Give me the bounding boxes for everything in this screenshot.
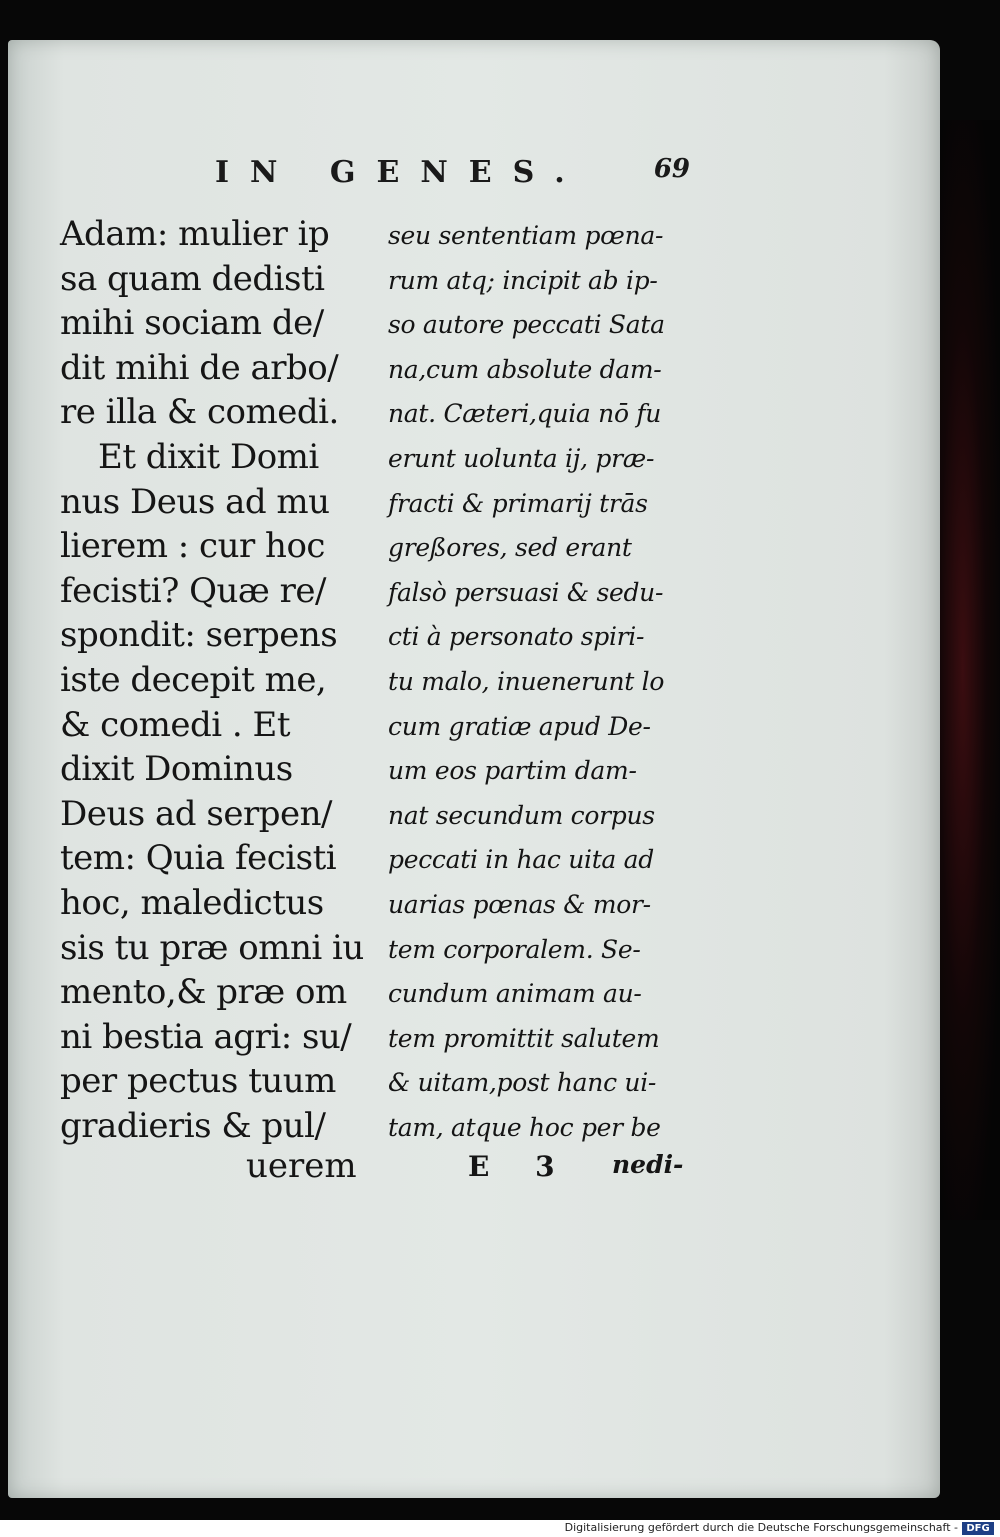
commentary-line: falsò persuasi & sedu- [388, 577, 664, 607]
credit-text: Digitalisierung gefördert durch die Deutsche Forschungsgemeinschaft - [564, 1521, 958, 1534]
text-line: Adam: mulier ip [60, 214, 330, 254]
text-line: lierem : cur hoc [60, 526, 325, 567]
text-line: Et dixit Domi [98, 436, 319, 477]
commentary-line: tem promittit salutem [388, 1023, 660, 1053]
signature-mark: E 3 [468, 1150, 573, 1183]
commentary-line: tu malo, inuenerunt lo [388, 666, 665, 696]
text-line: ni bestia agri: su/ [60, 1016, 352, 1057]
text-line: & comedi . Et [60, 704, 290, 745]
text-line: hoc, maledictus [60, 882, 324, 923]
commentary-line: fracti & primarij trās [388, 488, 648, 518]
page-header [215, 150, 690, 194]
commentary-line: nat secundum corpus [388, 800, 655, 830]
text-line: sis tu præ omni iu [60, 927, 364, 968]
catchword-left: uerem [246, 1146, 357, 1186]
text-line: per pectus tuum [60, 1061, 336, 1102]
left-text-column [60, 212, 364, 1148]
commentary-line: seu sententiam pœna- [388, 221, 664, 250]
commentary-line: so autore peccati Sata [388, 310, 665, 340]
commentary-line: cum gratiæ apud De- [388, 711, 651, 741]
commentary-line: um eos partim dam- [388, 756, 637, 786]
text-line: iste decepit me, [60, 659, 327, 700]
text-line: nus Deus ad mu [60, 481, 330, 522]
commentary-line: tam, atque hoc per be [388, 1112, 661, 1142]
commentary-line: uarias pœnas & mor- [388, 889, 651, 919]
text-line: spondit: serpens [60, 615, 338, 656]
adjacent-page-shadow [938, 120, 1000, 1220]
text-line: re illa & comedi. [60, 392, 339, 433]
catchword-right: nedi- [612, 1150, 684, 1179]
text-line: fecisti? Quæ re/ [60, 570, 327, 611]
commentary-line: & uitam,post hanc ui- [388, 1068, 657, 1098]
text-line: gradieris & pul/ [60, 1105, 326, 1146]
commentary-line: cundum animam au- [388, 979, 642, 1009]
text-line: mihi sociam de/ [60, 303, 324, 344]
page-number: 69 [653, 154, 690, 184]
commentary-line: tem corporalem. Se- [388, 934, 641, 964]
text-line: dixit Dominus [60, 749, 293, 790]
commentary-line: na,cum absolute dam- [388, 354, 662, 384]
commentary-line: rum atq; incipit ab ip- [388, 265, 658, 295]
commentary-line: peccati in hac uita ad [388, 845, 654, 875]
commentary-line: erunt uolunta ij, præ- [388, 443, 655, 473]
running-head: IN GENES. [215, 154, 586, 190]
commentary-line: nat. Cæteri,quia nō fu [388, 399, 662, 429]
text-line: mento,& præ om [60, 972, 347, 1013]
text-line: Deus ad serpen/ [60, 793, 332, 834]
text-line: dit mihi de arbo/ [60, 347, 339, 388]
text-line: sa quam dedisti [60, 258, 325, 299]
dfg-logo-icon: DFG [962, 1522, 994, 1535]
commentary-line: greßores, sed erant [388, 533, 632, 563]
text-line: tem: Quia fecisti [60, 838, 337, 879]
right-commentary-column [388, 214, 688, 1150]
commentary-line: cti à personato spiri- [388, 622, 645, 652]
